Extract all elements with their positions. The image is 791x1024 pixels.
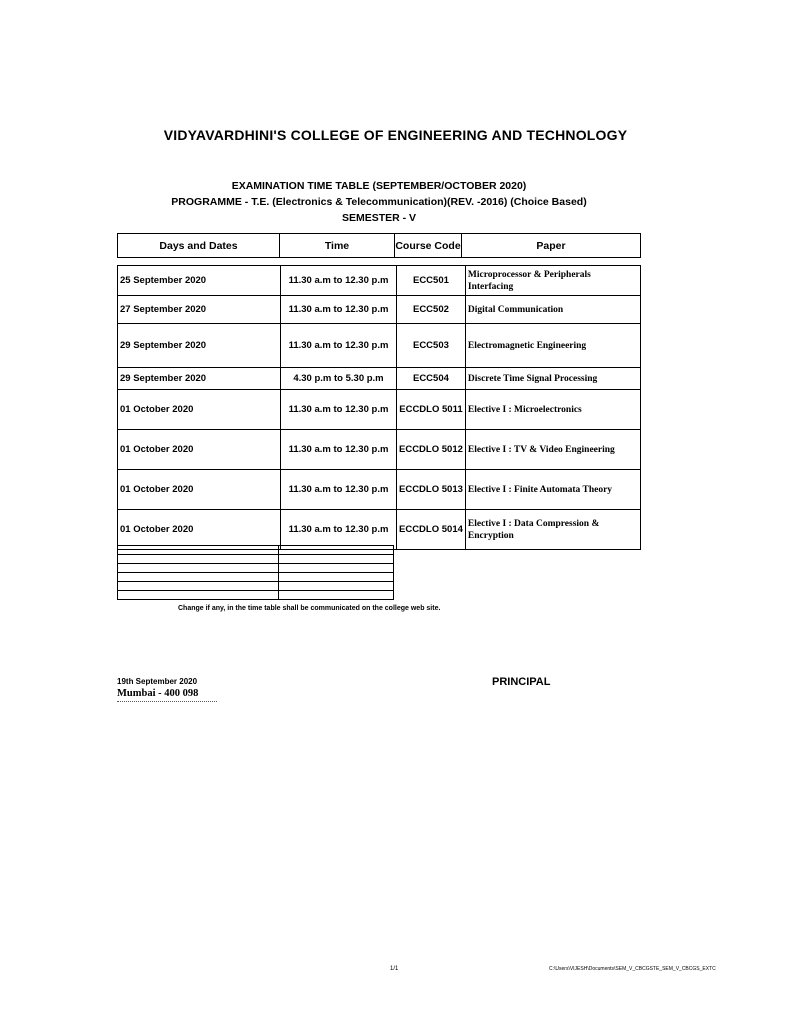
empty-cell [118, 546, 279, 555]
empty-cell [279, 555, 394, 564]
table-row [118, 390, 641, 430]
row-time: 11.30 a.m to 12.30 p.m [281, 390, 397, 430]
empty-row [118, 582, 394, 591]
row-course-code: ECC502 [397, 296, 466, 324]
empty-cell [118, 591, 279, 600]
exam-title: EXAMINATION TIME TABLE (SEPTEMBER/OCTOBER 2020) [231, 180, 527, 192]
change-note: Change if any, in the time table shall be communicated on the college web site. [178, 605, 441, 612]
empty-cell [118, 564, 279, 573]
row-date: 01 October 2020 [118, 390, 281, 430]
row-course-code: ECC503 [397, 324, 466, 368]
row-time: 11.30 a.m to 12.30 p.m [281, 324, 397, 368]
row-time: 11.30 a.m to 12.30 p.m [281, 470, 397, 510]
row-paper: Digital Communication [465, 296, 640, 324]
empty-cell [118, 573, 279, 582]
empty-row [118, 591, 394, 600]
programme-line: PROGRAMME - T.E. (Electronics & Telecommunication)(REV. -2016) (Choice Based) [171, 196, 587, 208]
row-time: 11.30 a.m to 12.30 p.m [281, 296, 397, 324]
row-paper: Elective I : Microelectronics [465, 390, 640, 430]
column-header-table [117, 233, 641, 258]
row-course-code: ECC504 [397, 368, 466, 390]
empty-row [118, 564, 394, 573]
empty-cell [279, 573, 394, 582]
semester-line: SEMESTER - V [341, 212, 417, 224]
principal-signatory: PRINCIPAL [492, 676, 551, 688]
row-date: 01 October 2020 [118, 470, 281, 510]
row-time: 4.30 p.m to 5.30 p.m [281, 368, 397, 390]
table-row [118, 368, 641, 390]
empty-cell [279, 546, 394, 555]
empty-cell [118, 582, 279, 591]
page-number: 1/1 [390, 966, 399, 972]
empty-cell [279, 564, 394, 573]
row-date: 29 September 2020 [118, 324, 281, 368]
row-paper: Microprocessor & Peripherals Interfacing [465, 266, 640, 296]
row-course-code: ECCDLO 5011 [397, 390, 466, 430]
file-path: C:\Users\VIJESH\Documents\SEM_V_CBCGSTE_SEM_V_CBCGS_EXTC [549, 966, 716, 972]
col-header-days: Days and Dates [118, 234, 280, 258]
timetable [117, 265, 641, 550]
table-row [118, 470, 641, 510]
empty-rows-table [117, 545, 394, 600]
row-time: 11.30 a.m to 12.30 p.m [281, 510, 397, 550]
row-course-code: ECCDLO 5012 [397, 430, 466, 470]
row-paper: Electromagnetic Engineering [465, 324, 640, 368]
row-date: 01 October 2020 [118, 510, 281, 550]
city-address: Mumbai - 400 098 [117, 688, 199, 699]
address-underline [117, 701, 217, 702]
empty-row [118, 573, 394, 582]
row-time: 11.30 a.m to 12.30 p.m [281, 430, 397, 470]
row-course-code: ECC501 [397, 266, 466, 296]
row-paper: Discrete Time Signal Processing [465, 368, 640, 390]
table-row [118, 324, 641, 368]
college-name: VIDYAVARDHINI'S COLLEGE OF ENGINEERING AND TECHNOLOGY [163, 127, 628, 143]
row-course-code: ECCDLO 5014 [397, 510, 466, 550]
table-row [118, 266, 641, 296]
col-header-course-code: Course Code [395, 234, 462, 258]
table-row [118, 510, 641, 550]
empty-cell [279, 582, 394, 591]
row-time: 11.30 a.m to 12.30 p.m [281, 266, 397, 296]
row-paper: Elective I : TV & Video Engineering [465, 430, 640, 470]
empty-cell [118, 555, 279, 564]
empty-row [118, 555, 394, 564]
col-header-paper: Paper [462, 234, 641, 258]
issue-date: 19th September 2020 [117, 677, 198, 686]
row-course-code: ECCDLO 5013 [397, 470, 466, 510]
table-row [118, 430, 641, 470]
row-date: 01 October 2020 [118, 430, 281, 470]
row-date: 27 September 2020 [118, 296, 281, 324]
table-row [118, 296, 641, 324]
col-header-time: Time [280, 234, 395, 258]
row-paper: Elective I : Data Compression & Encryption [465, 510, 640, 550]
empty-row [118, 546, 394, 555]
row-paper: Elective I : Finite Automata Theory [465, 470, 640, 510]
row-date: 29 September 2020 [118, 368, 281, 390]
row-date: 25 September 2020 [118, 266, 281, 296]
empty-cell [279, 591, 394, 600]
